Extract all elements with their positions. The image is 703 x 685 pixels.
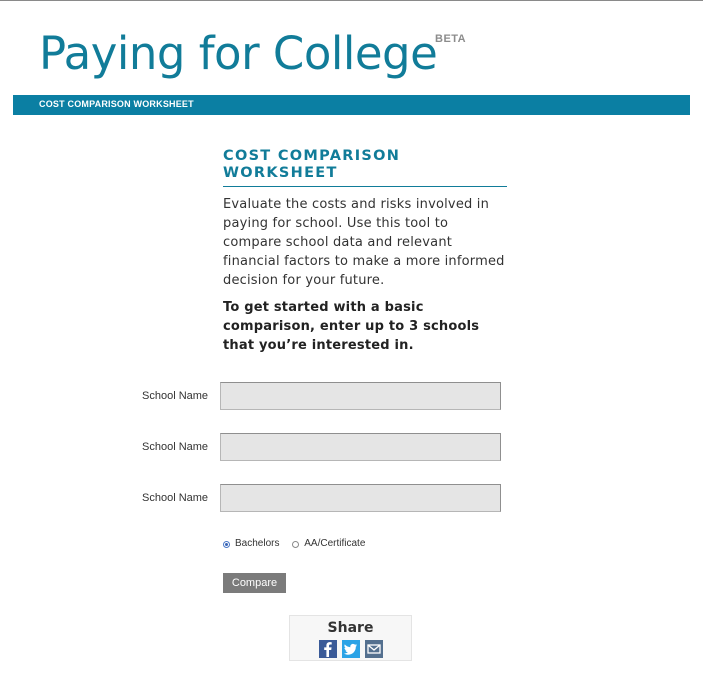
school-name-input-2[interactable] <box>220 433 501 461</box>
radio-bachelors[interactable] <box>223 538 279 549</box>
get-started-text: To get started with a basic comparison, enter up to 3 schools that you’re interested in. <box>223 300 480 353</box>
twitter-icon[interactable] <box>342 640 360 658</box>
school-name-label-1: School Name <box>142 390 209 402</box>
compare-button[interactable]: Compare <box>223 573 286 593</box>
school-name-input-3[interactable] <box>220 484 501 512</box>
share-title: Share <box>327 620 374 636</box>
school-name-label-3: School Name <box>142 492 209 504</box>
email-icon[interactable] <box>365 640 383 658</box>
worksheet-description: Evaluate the costs and risks involved in paying for school. Use this tool to compare school data and relevant financial factors to make a more informed decision for your future. <box>223 197 505 288</box>
section-nav-label[interactable]: COST COMPARISON WORKSHEET <box>39 99 194 109</box>
radio-aa-certificate-button[interactable] <box>292 541 299 548</box>
worksheet-heading-line1: COST COMPARISON <box>223 148 401 164</box>
site-title[interactable]: Paying for College <box>39 27 438 80</box>
beta-badge: BETA <box>435 33 467 45</box>
worksheet-heading <box>223 148 507 187</box>
school-name-input-1[interactable] <box>220 382 501 410</box>
top-border <box>0 0 703 1</box>
school-name-label-2: School Name <box>142 441 209 453</box>
degree-type-radio-group <box>223 538 375 550</box>
share-box <box>289 615 412 661</box>
radio-aa-certificate[interactable] <box>292 538 365 549</box>
facebook-icon[interactable] <box>319 640 337 658</box>
radio-aa-certificate-label: AA/Certificate <box>304 538 366 549</box>
worksheet-heading-line2: WORKSHEET <box>223 165 338 181</box>
intro-panel <box>223 148 507 355</box>
radio-bachelors-button[interactable] <box>223 541 230 548</box>
share-icons <box>290 640 411 658</box>
section-nav-bar <box>13 95 690 115</box>
radio-bachelors-label: Bachelors <box>235 538 280 549</box>
